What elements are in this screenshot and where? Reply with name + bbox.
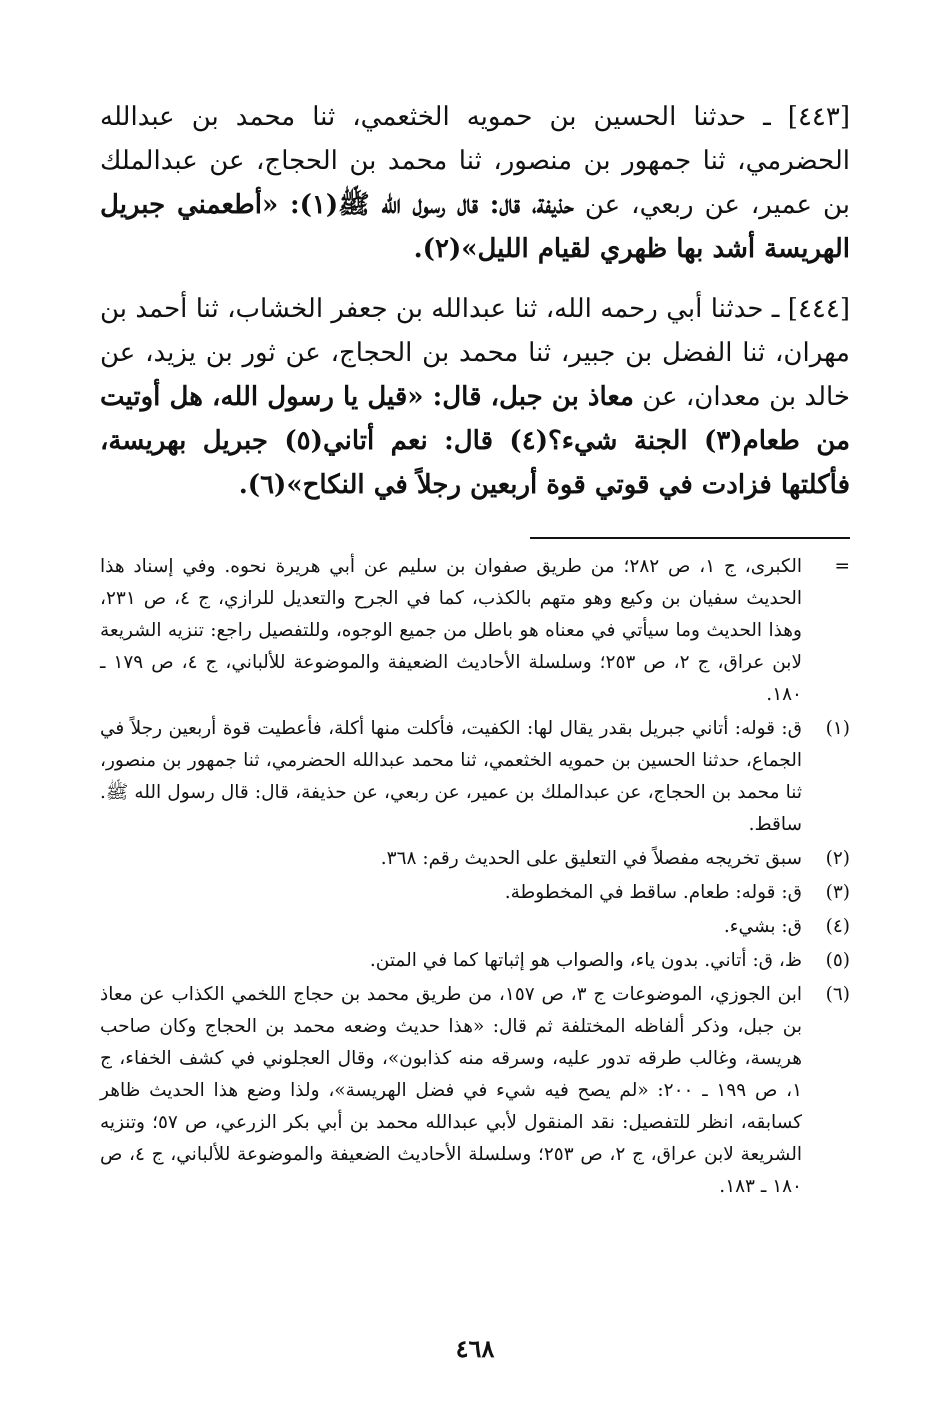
footnote-marker: = bbox=[834, 556, 850, 577]
footnote-5 bbox=[100, 945, 850, 977]
footnote-4 bbox=[100, 911, 850, 943]
footnote-text: الكبرى، ج ١، ص ٢٨٢؛ من طريق صفوان بن سليم عن أبي هريرة نحوه. وفي إسناد هذا الحديث سفيان بن وكيع وهو متهم بالكذب، كما في الجرح والتعديل للرازي، ج ٤، ص ٢٣١، وهذا الحديث وما سيأتي في معناه هو باطل من جميع الوجوه، وللتفصيل راجع: تنزيه الشريعة لابن عراق، ج ٢، ص ٢٥٣؛ وسلسلة الأحاديث الضعيفة والموضوعة للألباني، ج ٤، ص ١٧٩ ـ ١٨٠. bbox=[100, 556, 803, 705]
footnote-text: ق: قوله: طعام. ساقط في المخطوطة. bbox=[504, 882, 802, 903]
footnote-text: ابن الجوزي، الموضوعات ج ٣، ص ١٥٧، من طريق محمد بن حجاج اللخمي الكذاب عن معاذ بن جبل، وذكر ألفاظه المختلفة ثم قال: «هذا حديث وضعه محمد بن الحجاج وكان صاحب هريسة، وغالب طرقه تدور عليه، وسرقه منه كذابون»، وقال العجلوني في كشف الخفاء، ج ١، ص ١٩٩ ـ ٢٠٠: «لم يصح فيه شيء في فضل الهريسة»، ولذا وضع هذا الحديث ظاهر كسابقه، انظر للتفصيل: نقد المنقول لأبي عبدالله محمد بن أبي بكر الزرعي، ص ٥٧؛ وتنزيه الشريعة لابن عراق، ج ٢، ص ٢٥٣؛ وسلسلة الأحاديث الضعيفة والموضوعة للألباني، ج ٤، ص ١٨٠ ـ ١٨٣. bbox=[100, 984, 803, 1197]
footnote-marker: (١) bbox=[825, 718, 850, 739]
footnote-marker: (٤) bbox=[825, 916, 850, 937]
book-page bbox=[100, 95, 850, 1363]
footnote-2 bbox=[100, 843, 850, 875]
hadith-444-text: معاذ بن جبل، قال: «قيل يا رسول الله، هل أوتيت من طعام(٣) الجنة شيء؟(٤) قال: نعم أتاني(٥) جبريل بهريسة، فأكلتها فزادت في قوتي قوة أربعين رجلاً في النكاح»(٦). bbox=[100, 382, 850, 500]
footnote-separator bbox=[530, 537, 850, 539]
footnote-text: سبق تخريجه مفصلاً في التعليق على الحديث رقم: ٣٦٨. bbox=[380, 848, 802, 869]
footnote-text: ق: بشيء. bbox=[723, 916, 802, 937]
footnote-6 bbox=[100, 979, 850, 1203]
footnote-1 bbox=[100, 713, 850, 841]
footnote-marker: (٣) bbox=[825, 882, 850, 903]
hadith-443-text: حذيفة، قال: قال رسول الله ﷺ(١): «أطعمني جبريل الهريسة أشد بها ظهري لقيام الليل»(٢). bbox=[100, 190, 850, 264]
hadith-444-chain: [٤٤٤] ـ حدثنا أبي رحمه الله، ثنا عبدالله بن جعفر الخشاب، ثنا أحمد بن مهران، ثنا الفضل بن جبير، ثنا محمد بن الحجاج، عن ثور بن يزيد، عن خالد بن معدان، عن bbox=[100, 294, 850, 412]
footnote-marker: (٢) bbox=[825, 848, 850, 869]
footnote-text: ق: قوله: أتاني جبريل بقدر يقال لها: الكفيت، فأكلت منها أكلة، فأعطيت قوة أربعين رجلاً في الجماع، حدثنا الحسين بن حمويه الخثعمي، ثنا محمد عبدالله الحضرمي، ثنا جمهور بن منصور، ثنا محمد بن الحجاج، عن عبدالملك بن عمير، عن ربعي، عن حذيفة، قال: قال رسول الله ﷺ. ساقط. bbox=[100, 718, 802, 835]
footnotes-section bbox=[100, 551, 850, 1203]
hadith-444 bbox=[100, 287, 850, 507]
hadith-443-chain: [٤٤٣] ـ حدثنا الحسين بن حمويه الخثعمي، ثنا محمد بن عبدالله الحضرمي، ثنا جمهور بن منصور، ثنا محمد بن الحجاج، عن عبدالملك بن عمير، عن ربعي، عن bbox=[100, 102, 851, 220]
footnote-marker: (٦) bbox=[825, 984, 850, 1005]
footnote-text: ظ، ق: أتاني. بدون ياء، والصواب هو إثباتها كما في المتن. bbox=[369, 950, 802, 971]
page-number: ٤٦٨ bbox=[455, 1334, 495, 1363]
hadith-443 bbox=[100, 95, 850, 271]
footnote-continuation bbox=[100, 551, 850, 711]
footnote-3 bbox=[100, 877, 850, 909]
footnote-marker: (٥) bbox=[825, 950, 850, 971]
